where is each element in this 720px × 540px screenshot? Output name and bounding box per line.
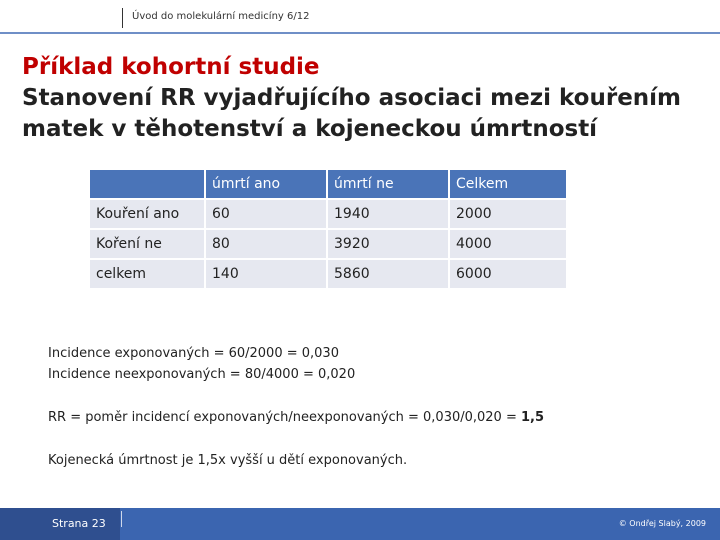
incidence-exposed-text: Incidence exponovaných = 60/2000 = 0,030 (48, 346, 339, 361)
table-header-row (90, 170, 567, 199)
conclusion-text: Kojenecká úmrtnost je 1,5x vyšší u dětí exponovaných. (48, 453, 408, 468)
header-cell-deaths-yes: úmrtí ano (205, 170, 327, 199)
table-cell: 3920 (327, 229, 449, 259)
rr-value: 1,5 (520, 410, 545, 425)
rr-prefix: RR = poměr incidencí exponovaných/neexponovaných = 0,030/0,020 = (48, 410, 521, 425)
footer-divider (121, 511, 122, 527)
copyright-text: © Ondřej Slabý, 2009 (618, 519, 706, 528)
table-cell: 4000 (449, 229, 567, 259)
header-cell-total: Celkem (449, 170, 567, 199)
course-title: Úvod do molekulární medicíny 6/12 (132, 11, 310, 22)
table-row (90, 229, 567, 259)
footer-page-block (0, 508, 120, 540)
table-cell: 140 (205, 259, 327, 289)
cohort-table (90, 170, 568, 290)
incidence-unexposed-text: Incidence neexponovaných = 80/4000 = 0,020 (48, 367, 356, 382)
page-number: Strana 23 (52, 517, 106, 530)
table-cell: 60 (205, 199, 327, 229)
table-cell: 1940 (327, 199, 449, 229)
header-rule (0, 32, 720, 34)
table-row (90, 199, 567, 229)
header-cell-empty (90, 170, 205, 199)
footer-bar (0, 508, 720, 540)
header-cell-deaths-no: úmrtí ne (327, 170, 449, 199)
table-cell: 5860 (327, 259, 449, 289)
table-cell: 6000 (449, 259, 567, 289)
slide-title (22, 52, 702, 145)
table-cell: 80 (205, 229, 327, 259)
row-label: Kouření ano (90, 199, 205, 229)
title-line-2: Stanovení RR vyjadřujícího asociaci mezi kouřením matek v těhotenství a kojeneckou úmrtností (22, 85, 682, 142)
row-label: celkem (90, 259, 205, 289)
rr-text (48, 410, 544, 425)
title-line-1: Příklad kohortní studie (22, 54, 320, 80)
row-label: Koření ne (90, 229, 205, 259)
header-divider (122, 8, 123, 28)
table-cell: 2000 (449, 199, 567, 229)
table-row (90, 259, 567, 289)
